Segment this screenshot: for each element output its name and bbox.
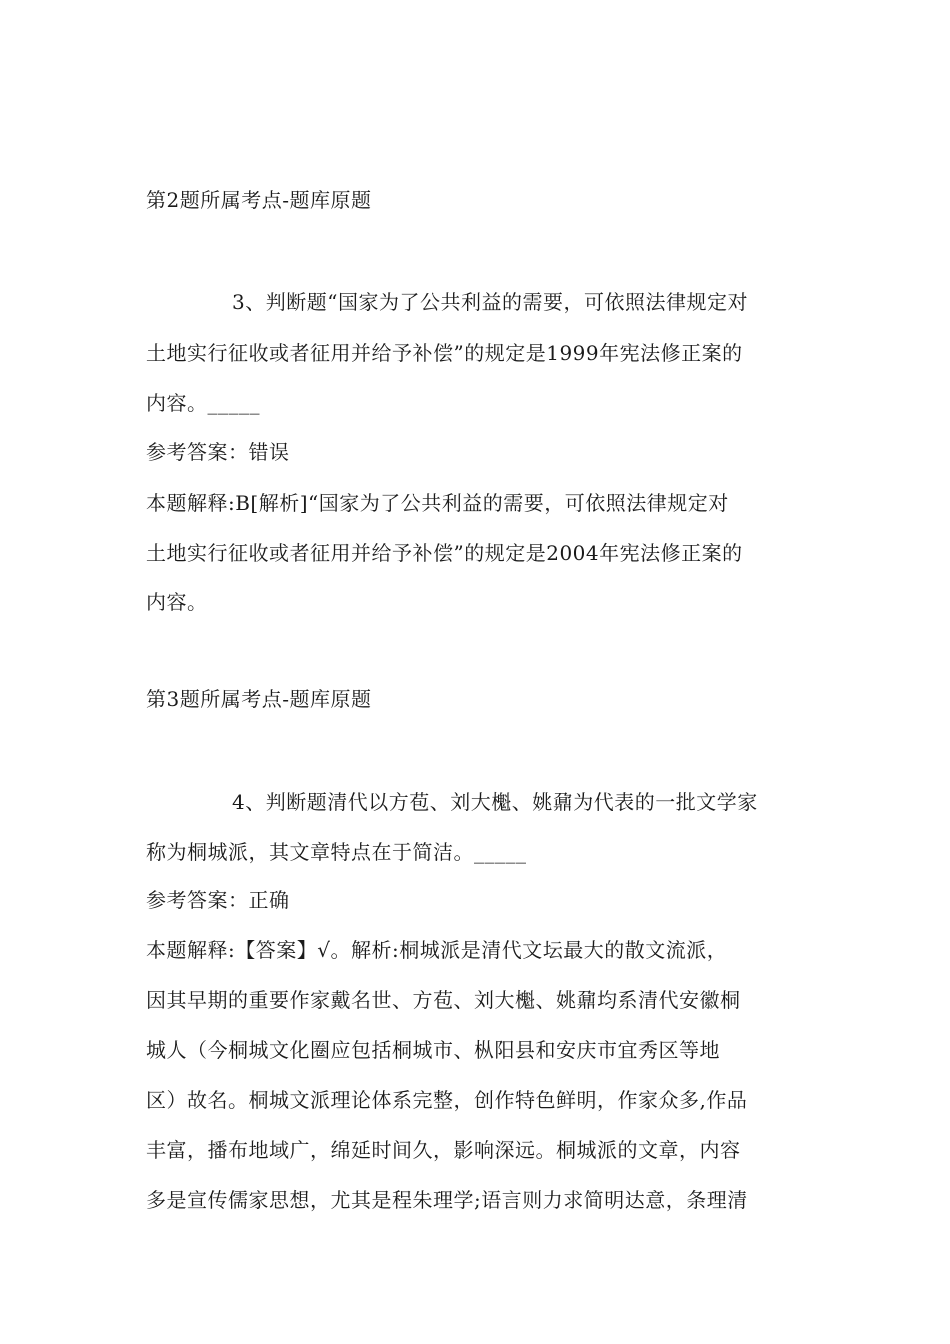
q4-explanation-line-2: 因其早期的重要作家戴名世、方苞、刘大櫆、姚鼐均系清代安徽桐 — [146, 988, 741, 1012]
q4-explanation-line-6: 多是宣传儒家思想，尤其是程朱理学;语言则力求简明达意，条理清 — [146, 1188, 748, 1212]
q4-explanation-line-5: 丰富，播布地域广，绵延时间久，影响深远。桐城派的文章，内容 — [146, 1138, 741, 1162]
q3-question-line-3: 内容。_____ — [146, 391, 260, 415]
q4-explanation-line-4: 区）故名。桐城文派理论体系完整，创作特色鲜明，作家众多,作品 — [146, 1088, 748, 1112]
q3-question-line-2: 土地实行征收或者征用并给予补偿”的规定是1999年宪法修正案的 — [146, 341, 743, 365]
q4-explanation-line-3: 城人（今桐城文化圈应包括桐城市、枞阳县和安庆市宜秀区等地 — [146, 1038, 720, 1062]
q3-answer: 参考答案：错误 — [146, 440, 290, 464]
q3-explanation-line-3: 内容。 — [146, 590, 208, 614]
q3-explanation-line-1: 本题解释:B[解析]“国家为了公共利益的需要，可依照法律规定对 — [146, 491, 729, 515]
q3-explanation-line-2: 土地实行征收或者征用并给予补偿”的规定是2004年宪法修正案的 — [146, 541, 743, 565]
q3-question-line-1: 3、判断题“国家为了公共利益的需要，可依照法律规定对 — [232, 290, 748, 314]
q4-question-line-2: 称为桐城派，其文章特点在于简洁。_____ — [146, 840, 527, 864]
section-heading-q2: 第2题所属考点-题库原题 — [146, 188, 372, 212]
q4-answer: 参考答案：正确 — [146, 888, 290, 912]
q4-explanation-line-1: 本题解释:【答案】√。解析:桐城派是清代文坛最大的散文流派， — [146, 938, 728, 962]
q4-question-line-1: 4、判断题清代以方苞、刘大櫆、姚鼐为代表的一批文学家 — [232, 790, 758, 814]
section-heading-q3: 第3题所属考点-题库原题 — [146, 687, 372, 711]
